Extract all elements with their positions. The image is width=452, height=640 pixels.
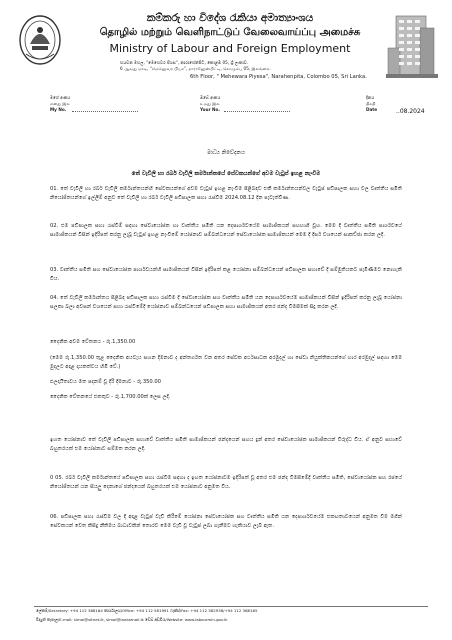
date-value: ..08.2024: [396, 108, 425, 115]
ministry-name-tamil: தொழில் மற்றும் வெளிநாட்டுப் வேலைவாய்ப்பு அமைச்சு: [99, 27, 361, 38]
ministry-name-english: Ministry of Labour and Foreign Employment: [109, 42, 351, 55]
my-no-label-ta: எனது இல: [50, 101, 70, 106]
paragraph-03: 03. වෘත්තීය සමිති සහ සේවායෝජක පාර්ශවයන්හි සාමාජිකයන් විසින් ඉදිරිපත් කළ යෝජනා සම්බන්ධයෙන් පඩිපාලක සභාවේ දී සම්මුතියකට පැමිණීමට නොහැකි විය.: [50, 267, 402, 282]
item-incentive: ඵලදායිතාවය මත පදනම් වූ දිරි දීමනාව - රු.350.00: [50, 379, 161, 385]
your-no-label-si: ඔබේ අංකය: [200, 95, 221, 100]
address-sinhala: හයවන මහල, "මෙහෙවර පියස", නාරාහේන්පිට, කොළඹ 05, ශ්‍රී ලංකාව.: [120, 60, 249, 65]
document-subject: තේ වැවිලි හා රබර් වැවිලි කර්මාන්තයේ සේවකයන්ගේ අවම වැටුප් ඉහළ නැංවීම: [131, 171, 321, 177]
footer-divider: [34, 606, 428, 607]
address-tamil: 6 ஆவது மாடி, "மெஹெவர பியச", நாராஹேன்பிட்டி, கொழும்பு 05, இலங்கை.: [120, 66, 271, 71]
paragraph-01: 01. තේ වැවිලි හා රබර් වැවිලි කර්මාන්තයන්හි සේවකයන්ගේ අවම වැටුප් ඉහළ නැංවීම පිළිබඳව එකී කර්මාන්තයන්වල වැටුප් පඩිපාලක සභා වල වෘත්තීය සමිති නියෝජිතයන්ගේ ඉල්ලීම් අනුව තේ වැවිලි හා රබර් වැවිලි පඩිපාලක සභා රැස්වීම 2024.08.12 දින පැවැත්විණ.: [50, 186, 402, 201]
item-total-wage: දෛනික වේතනයේ එකතුව - රු.1,700.00ක් ලෙස ලදී.: [50, 394, 171, 400]
item-min-wage: දෛනික අවම වේතනය - රු.1,350.00: [50, 339, 136, 345]
document-title: මාධ්‍ය නිවේදනය: [207, 150, 245, 156]
footer-contact-web: විද්‍යුත් තැපෑල/E-mail: slmol@sltnet.lk, slmol@lankamail.lk වෙබ් අඩවිය/Website: www.labourmin.gov.lk: [36, 617, 228, 622]
date-label: Date: [366, 107, 378, 112]
paragraph-04: 04. තේ වැවිලි කර්මාන්තය පිළිබඳ පඩිපාලක සභා රැස්වීම දී සේවායෝජක සහ වෘත්තීය සමිති යන දෙපාර්ශවයේම සාමාජිකයන් විසින් ඉදිරිපත් කරනු ලැබූ යෝජනා සලකා බලා අවසන් වශයෙන් සභා රැස්වීමේදී යෝජනාව සම්බන්ධයෙන් පඩිපාලක සභා සාමාජිකයන් අතර ඡන්ද විමසීමක් සිදු කරන ලදී.: [50, 295, 402, 310]
paragraph-vote-result: ඉහත යෝජනාව තේ වැවිලි පඩිපාලක සභාවේ වෘත්තීය සමිති සාමාජිකයන් ඡන්දයෙන් සහය දුන් අතර සේවායෝජක සාමාජිකයන් විරුද්ධ විය. ඒ අනුව සභාවේ බහුතරයක් එම යෝජනාව සම්මත කරන ලදී.: [50, 437, 402, 452]
paragraph-02: 02. එම පඩිපාලක සභා රැස්වීම් සඳහා සේවායෝජක හා වෘත්තීය සමිති යන දෙපාර්ශවයේම සාමාජිකයන් සහභාගී වූහ. මෙම දී වෘත්තීය සමිති පාර්ශවයේ සාමාජිකයන් විසින් ඉදිරිපත් කරනු ලැබූ වැටුප් ඉහළ නැංවීමේ යෝජනාව සම්බන්ධයෙන් සේවායෝජක සාමාජිකයන් මෙම දී දීර්ඝ වශයෙන් සාකච්ඡා කරන ලදී.: [50, 223, 402, 238]
my-no-label-si: මගේ අංකය: [50, 95, 71, 100]
date-label-si: දිනය: [366, 95, 375, 100]
ministry-name-sinhala: කම්කරු හා විදේශ රැකියා අමාත්‍යාංශය: [146, 12, 314, 24]
your-no-label-ta: உமது இல: [200, 101, 220, 106]
ministry-building-icon: [386, 8, 438, 78]
my-no-field: [72, 111, 138, 112]
paragraph-06: 06. පඩිපාලක සභා රැස්වීම වල දී අදාළ වැටුප් වැඩි කිරීමේ යෝජනා සේවායෝජක සහ වෘත්තීය සමිති යන දෙපාර්ශවයේම එකඟතාවයෙන් අනුමත වීම මගින් සේවකයන් වෙත කිසිදු නීතිමය බාධාවකින් තොරව මෙම වැඩි වූ වැටුප් ලබා ගැනීමට හැකියාව ලැබී ඇත.: [50, 514, 402, 529]
your-no-field: [224, 111, 290, 112]
your-no-label: Your No.: [200, 107, 221, 112]
item-min-wage-note: (මෙම රු.1,350.00 තුළ දෛනික අයවැය සහන දීමනාව ද අන්තර්ගත වන අතර සේවක අර්ථසාධක අරමුදල් හා සේවා නියුක්තිකයන්ගේ භාර අරමුදල් සඳහා මෙම මුදලට අදාළ දායකත්වය හිමි වේ.): [50, 355, 402, 370]
footer-contact-phones: ලේකම්/Secretary: +94 112 368164 කාර්යාලය/Office: +94 112 581991 ෆැක්ස්/Fax: +94 112 582938/+94 112 368165: [36, 608, 258, 613]
state-emblem-icon: [18, 14, 62, 66]
address-english: 6th Floor, " Mehewara Piyesa", Narahenpita, Colombo 05, Sri Lanka.: [190, 74, 367, 80]
paragraph-05: 0 05. රබර් වැවිලි කර්මාන්තයේ පඩිපාලක සභා රැස්වීම සඳහා ද ඉහත යෝජනාවම ඉදිරිපත් වූ අතර එම ඡන්ද විමසීමේදී වෘත්තීය සමිති, සේවායෝජක සහ රජයේ නියෝජිතයන් යන සියලු දෙනාගේ ඡන්දයෙන් බහුතරයක් එම යෝජනාව අනුමත විය.: [50, 475, 402, 490]
my-no-label: My No.: [50, 107, 67, 112]
date-label-ta: திகதி: [366, 101, 376, 106]
